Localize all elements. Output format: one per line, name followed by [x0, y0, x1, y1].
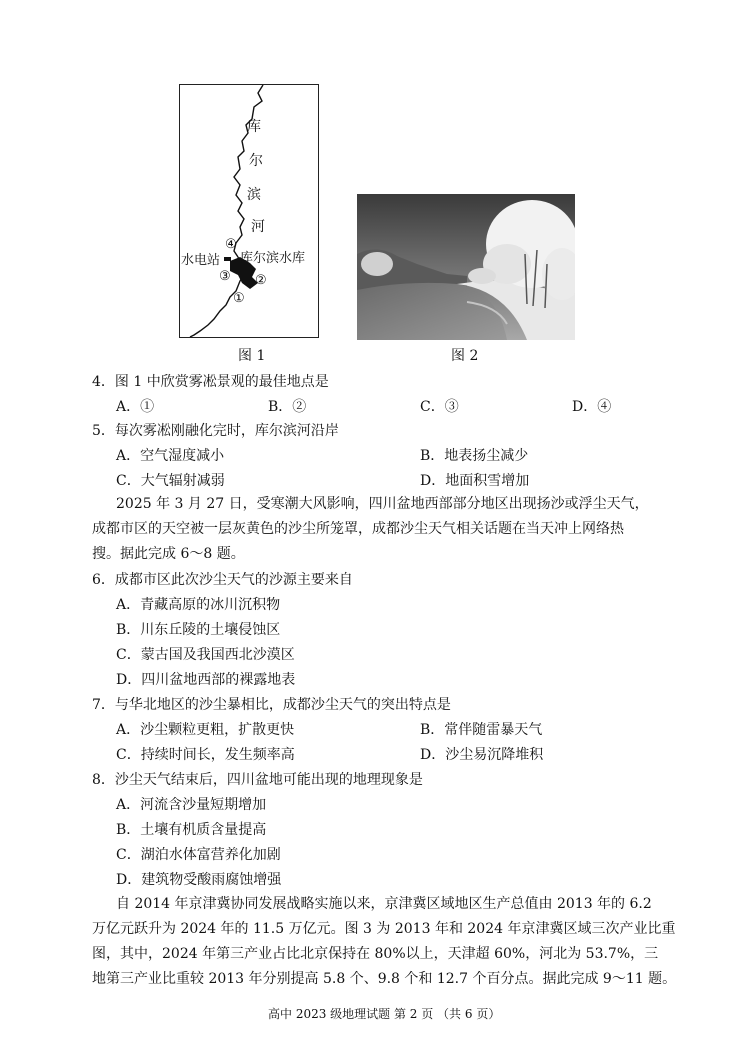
reservoir-label: 库尔滨水库 — [240, 251, 306, 266]
figure-2-caption: 图 2 — [451, 348, 479, 364]
figure-2-photo — [357, 194, 575, 340]
passage-1-line-3: 搜。据此完成 6～8 题。 — [92, 546, 245, 562]
question-6-option-c: C．蒙古国及我国西北沙漠区 — [116, 647, 295, 663]
passage-2-line-4: 地第三产业比重较 2013 年分别提高 5.8 个、9.8 个和 12.7 个百分点。据此完成 9～11 题。 — [92, 971, 677, 987]
question-7-stem: 7．与华北地区的沙尘暴相比，成都沙尘天气的突出特点是 — [92, 697, 451, 713]
point-4: ④ — [225, 237, 237, 252]
passage-2-line-1: 自 2014 年京津冀协同发展战略实施以来，京津冀区域地区生产总值由 2013 年的 6.2 — [116, 896, 652, 912]
question-7-option-c: C．持续时间长，发生频率高 — [116, 747, 295, 763]
question-6-stem: 6．成都市区此次沙尘天气的沙源主要来自 — [92, 572, 353, 588]
question-6-option-a: A．青藏高原的冰川沉积物 — [116, 597, 281, 613]
question-4-option-a: A．① — [116, 399, 155, 415]
rime-scene-image — [357, 194, 575, 340]
river-label-2: 尔 — [249, 153, 263, 169]
point-1: ① — [233, 291, 245, 306]
question-5-stem: 5．每次雾凇刚融化完时，库尔滨河沿岸 — [92, 423, 339, 439]
passage-1-line-1: 2025 年 3 月 27 日，受寒潮大风影响，四川盆地西部部分地区出现扬沙或浮尘天气， — [116, 496, 649, 512]
question-5-option-b: B．地表扬尘减少 — [420, 448, 529, 464]
point-3: ③ — [219, 269, 231, 284]
question-8-stem: 8．沙尘天气结束后，四川盆地可能出现的地理现象是 — [92, 772, 423, 788]
question-6-option-b: B．川东丘陵的土壤侵蚀区 — [116, 622, 281, 638]
river-label-4: 河 — [251, 219, 265, 235]
question-8-option-a: A．河流含沙量短期增加 — [116, 797, 267, 813]
question-4-stem: 4．图 1 中欣赏雾凇景观的最佳地点是 — [92, 374, 329, 390]
question-8-option-c: C．湖泊水体富营养化加剧 — [116, 847, 281, 863]
question-8-option-b: B．土壤有机质含量提高 — [116, 822, 267, 838]
passage-2-line-3: 图，其中，2024 年第三产业占比北京保持在 80%以上，天津超 60%，河北为 53.7%，三 — [92, 946, 659, 962]
river-label-1: 库 — [247, 119, 261, 135]
question-4-option-c: C．③ — [420, 399, 459, 415]
question-8-option-d: D．建筑物受酸雨腐蚀增强 — [116, 872, 282, 888]
question-7-option-d: D．沙尘易沉降堆积 — [420, 747, 544, 763]
question-7-option-a: A．沙尘颗粒更粗，扩散更快 — [116, 722, 295, 738]
question-4-option-b: B．② — [268, 399, 307, 415]
question-7-option-b: B．常伴随雷暴天气 — [420, 722, 543, 738]
figure-1-caption: 图 1 — [238, 348, 266, 364]
dam-marker — [224, 257, 231, 261]
question-5-option-d: D．地面积雪增加 — [420, 473, 530, 489]
question-4-option-d: D．④ — [572, 399, 612, 415]
passage-2-line-2: 万亿元跃升为 2024 年的 11.5 万亿元。图 3 为 2013 年和 2024 年京津冀区域三次产业比重 — [92, 921, 676, 937]
question-5-option-c: C．大气辐射减弱 — [116, 473, 225, 489]
question-6-option-d: D．四川盆地西部的裸露地表 — [116, 672, 296, 688]
river-label-3: 滨 — [247, 187, 261, 203]
station-label: 水电站 — [181, 253, 221, 268]
point-2: ② — [255, 273, 267, 288]
page-footer: 高中 2023 级地理试题 第 2 页 （共 6 页） — [268, 1007, 501, 1021]
question-5-option-a: A．空气湿度减小 — [116, 448, 225, 464]
figure-1-map — [179, 84, 319, 338]
passage-1-line-2: 成都市区的天空被一层灰黄色的沙尘所笼罩，成都沙尘天气相关话题在当天冲上网络热 — [92, 521, 624, 537]
